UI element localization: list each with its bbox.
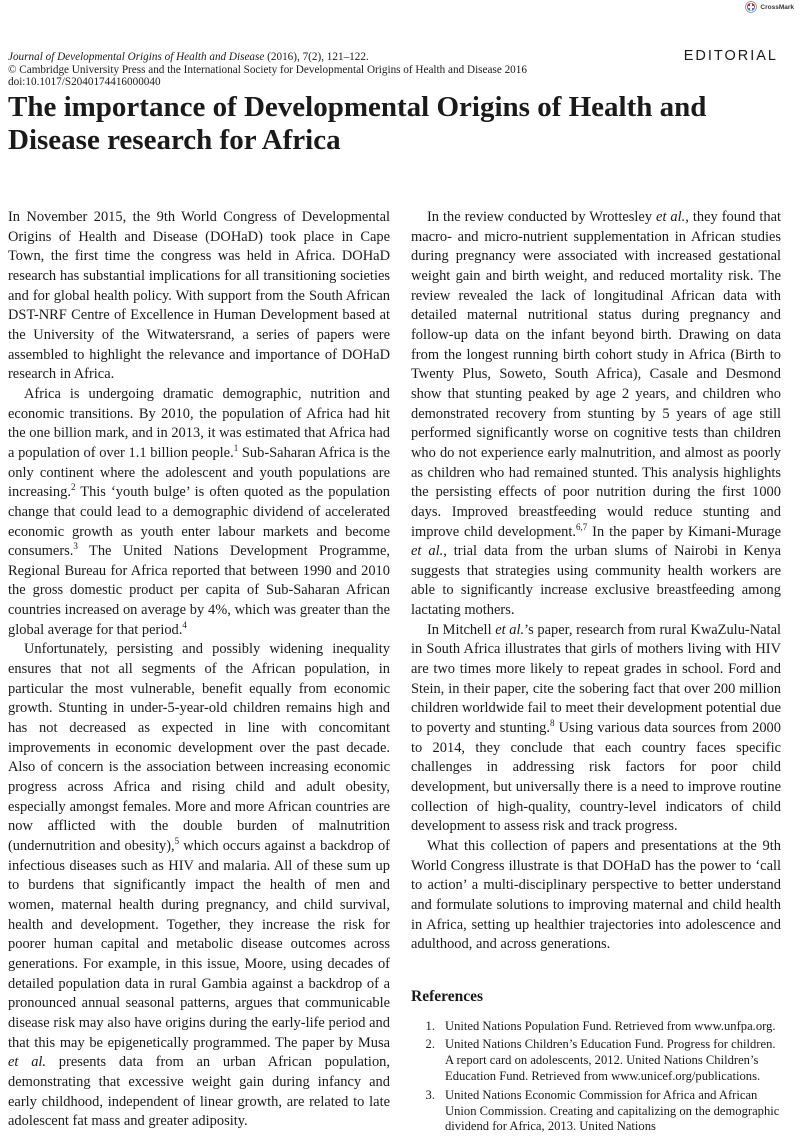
left-column bbox=[8, 208, 390, 1132]
ref-8[interactable]: 8 bbox=[549, 718, 555, 729]
ref-5[interactable]: 5 bbox=[174, 836, 180, 847]
crossmark-badge[interactable] bbox=[745, 0, 800, 13]
ref-3[interactable]: 3 bbox=[73, 541, 78, 552]
references-list bbox=[411, 1019, 781, 1136]
paragraph-1: In November 2015, the 9th World Congress of Developmental Origins of Health and Disease (DOHaD) took place in Cape Town, the first time the congress was held in Africa. DOHaD research has substantial implications for all transitioning societies and for global health policy. With support from the South African DST-NRF Centre of Excellence in Human Development based at the University of the Witwatersrand, a series of papers were assembled to highlight the relevance and importance of DOHaD research in Africa. bbox=[8, 209, 390, 383]
crossmark-icon bbox=[745, 1, 757, 13]
paragraph-4: In the review conducted by Wrottesley et al., they found that macro- and micro-nutrient supplementation in African studies during pregnancy were associated with increased gestational weight gain and birth weight, and reduced mortality risk. The review revealed the lack of longitudinal African data with detailed maternal nutritional status during pregnancy and follow-up data on the infant beyond birth. Drawing on data from the longest running birth cohort study in Africa (Birth to Twenty Plus, Soweto, South Africa), Casale and Desmond show that stunting peaked by age 2 years, and children who demonstrated recovery from stunting by 5 years of age still performed significantly worse on cognitive tests than children who do not experience early malnutrition, and almost as poorly as children who had remained stunted. This analysis highlights the persisting effects of poor nutrition during the first 1000 days. Improved breastfeeding would reduce stunting and improve child development.$^{6,7}$ In the paper by Kimani-Murage et al., trial data from the urban slums of Nairobi in Kenya suggests that strategies using community health workers are able to significantly increase exclusive breastfeeding among lactating mothers. bbox=[411, 209, 781, 619]
copyright-line: © Cambridge University Press and the International Society for Developmental Origins of Health and Disease 2016 bbox=[8, 63, 527, 76]
right-column bbox=[411, 208, 781, 1138]
paragraph-2: Africa is undergoing dramatic demographic, nutrition and economic transitions. By 2010, the population of Africa had hit the one billion mark, and in 2013, it was estimated that Africa had a population of over 1.1 billion people.$^1$ Sub-Saharan Africa is the only continent where the adolescent and youth populations are increasing.$^2$ This ‘youth bulge’ is often quoted as the population change that could lead to a demographic dividend of accelerated economic growth as youth enter labour markets and become consumers.$^3$ The United Nations Development Programme, Regional Bureau for Africa reported that between 1990 and 2010 the gross domestic product per capita of Sub-Saharan African countries increased on average by 4%, which was greater than the global average for that period.$^4$ bbox=[8, 385, 390, 638]
ref-2[interactable]: 2 bbox=[70, 482, 76, 493]
reference-item: 1. United Nations Population Fund. Retrieved from www.unfpa.org. bbox=[425, 1018, 776, 1033]
section-label: EDITORIAL bbox=[683, 48, 778, 64]
paragraph-6: What this collection of papers and presentations at the 9th World Congress illustrate is that DOHaD has the power to ‘call to action’ a multi-disciplinary perspective to better understand and formulate solutions to improving maternal and child health in Africa, setting up healthier trajectories into adolescence and adulthood, and across generations. bbox=[411, 838, 781, 953]
ref-6-7[interactable]: 6,7 bbox=[576, 521, 588, 532]
references-heading: References bbox=[411, 987, 484, 1005]
doi-line[interactable]: doi:10.1017/S2040174416000040 bbox=[8, 76, 161, 89]
paragraph-5: In Mitchell et al.’s paper, research from rural KwaZulu-Natal in South Africa illustrates that girls of mothers living with HIV are two times more likely to repeat grades in school. Ford and Stein, in their paper, cite the sobering fact that over 200 million children worldwide fail to meet their development potential due to poverty and stunting.$^8$ Using various data sources from 2000 to 2014, they conclude that each country faces specific challenges in addressing risk factors for poor child development, but universally there is a need to improve routine collection of high-quality, country-level indicators of child development to assess risk and track progress. bbox=[411, 621, 781, 835]
paragraph-3: Unfortunately, persisting and possibly widening inequality ensures that not all segments of the African population, in particular the most vulnerable, benefit equally from economic growth. Stunting in under-5-year-old children remains high and has not decreased as expected in line with concomitant improvements in economic development over the past decade. Also of concern is the association between increasing economic progress across Africa and rising child and adult obesity, especially amongst females. More and more African countries are now afflicted with the double burden of malnutrition (undernutrition and obesity),$^5$ which occurs against a backdrop of infectious diseases such as HIV and malaria. All of these sum up to burdens that significantly impact the health of men and women, maternal health during pregnancy, and child survival, health and development. Together, they increase the risk for poorer human capital and metabolic disease outcomes across generations. For example, in this issue, Moore, using decades of detailed population data in rural Gambia against a backdrop of a pronounced annual seasonal patterns, argues that communicable disease risk may also have origins during the early-life period and that this may be epigenetically programmed. The paper by Musa et al. presents data from an urban African population, demonstrating that excessive weight gain during infancy and early childhood, independent of linear growth, are related to late adolescent fat mass and greater adiposity. bbox=[8, 641, 390, 1130]
article-header bbox=[8, 51, 568, 89]
article-title: The importance of Developmental Origins of Health and Disease research for Africa bbox=[8, 91, 707, 156]
crossmark-label: CrossMark bbox=[760, 3, 794, 11]
reference-item: 2. United Nations Children’s Education Fund. Progress for children. A report card on adolescents, 2012. United Nations Children’s Education Fund. Retrieved from www.unicef.org/publications. bbox=[425, 1037, 776, 1083]
journal-name: Journal of Developmental Origins of Health and Disease bbox=[8, 51, 265, 63]
journal-citation-line bbox=[8, 51, 568, 64]
ref-1[interactable]: 1 bbox=[233, 443, 239, 454]
citation: (2016), 7(2), 121–122. bbox=[267, 51, 369, 63]
reference-item: 3. United Nations Economic Commission for Africa and African Union Commission. Creating and capitalizing on the demographic dividend for Africa, 2013. United Nations bbox=[425, 1087, 780, 1134]
ref-4[interactable]: 4 bbox=[182, 619, 187, 630]
